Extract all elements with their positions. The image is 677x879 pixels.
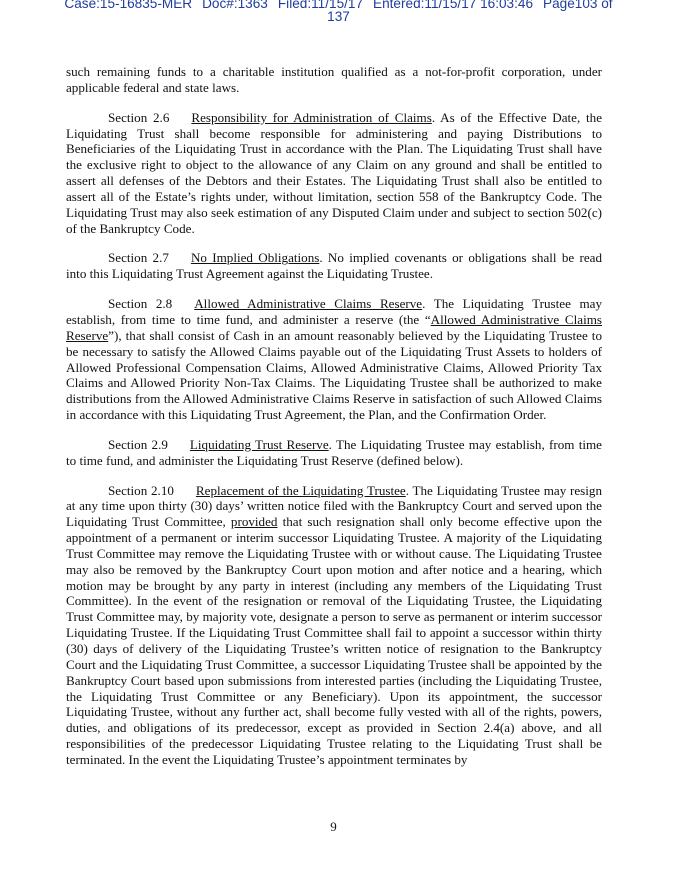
section-text: . The Liquidating Trustee may resign at any time upon thirty (30) days’ written notice filed with the Bankruptcy Court and served upon the Liquidating Trust Committee,: [66, 482, 602, 530]
section-2-6: [66, 110, 602, 237]
section-title: No Implied Obligations: [190, 250, 320, 266]
section-title: Replacement of the Liquidating Trustee: [195, 482, 406, 498]
section-title: Liquidating Trust Reserve: [189, 436, 329, 452]
section-number: Section 2.7: [108, 250, 169, 266]
page-number: 9: [330, 819, 337, 834]
section-title: Responsibility for Administration of Claims: [191, 109, 432, 125]
section-2-7: [66, 250, 602, 282]
section-number: Section 2.6: [108, 109, 170, 125]
document-body: [66, 64, 602, 782]
section-text: . The Liquidating Trustee may establish, from time to time fund, and administer a reserve (the “: [66, 296, 602, 327]
document-number: Doc#:1363: [202, 0, 268, 11]
section-text-cont: that such resignation shall only become effective upon the appointment of a permanent or interim successor Liquidating Trustee. A majority of the Liquidating Trust Committee may remove the Liquidating Trustee with or without cause. The Liquidating Trustee may also be removed by the Bankruptcy Court upon motion and after notice and a hearing, which motion may be brought by any party in interest (including any members of the Liquidating Trust Committee). In the event of the resignation or removal of the Liquidating Trustee, the Liquidating Trust Committee may, by majority vote, designate a person to serve as permanent or interim successor Liquidating Trustee. If the Liquidating Trust Committee shall fail to appoint a successor within thirty (30) days of delivery of the Liquidating Trustee’s written notice of resignation to the Bankruptcy Court and the Liquidating Trust Committee, a successor Liquidating Trustee shall be appointed by the Bankruptcy Court based upon submissions from interested parties (including the Liquidating Trustee, the Liquidating Trust Committee or any Beneficiary). Upon its appointment, the successor Liquidating Trustee, without any further act, shall become fully vested with all of the rights, powers, duties, and obligations of its predecessor, except as provided in Section 2.4(a) above, and all responsibilities of the predecessor Liquidating Trustee relating to the Liquidating Trust shall be terminated. In the event the Liquidating Trustee’s appointment terminates by: [66, 514, 602, 767]
case-number: Case:15-16835-MER: [64, 0, 193, 11]
defined-term: Allowed Administrative Claims Reserve: [66, 311, 602, 343]
section-2-9: [66, 437, 602, 469]
entered-date: Entered:11/15/17 16:03:46: [373, 0, 534, 11]
page-of: Page103 of: [543, 0, 613, 11]
page-total: 137: [327, 9, 350, 24]
filed-date: Filed:11/15/17: [277, 0, 364, 11]
section-text-cont: ”), that shall consist of Cash in an amount reasonably believed by the Liquidating Trustee to be necessary to satisfy the Allowed Claims payable out of the Liquidating Trust Assets to holders of Allowed Professional Compensation Claims, Allowed Administrative Claims, Allowed Priority Tax Claims and Allowed Priority Non-Tax Claims. The Liquidating Trustee shall be authorized to make distributions from the Allowed Administrative Claims Reserve in satisfaction of such Allowed Claims in accordance with this Liquidating Trust Agreement, the Plan, and the Confirmation Order.: [66, 327, 602, 423]
section-text: . As of the Effective Date, the Liquidating Trust shall become responsible for administering and paying Distributions to Beneficiaries of the Liquidating Trust in accordance with the Plan. The Liquidating Trust shall have the exclusive right to object to the allowance of any Claim on any ground and shall be entitled to assert all defenses of the Debtors and their Estates. The Liquidating Trust shall also be entitled to assert all of the Estate’s rights under, without limitation, section 558 of the Bankruptcy Code. The Liquidating Trust may also seek estimation of any Disputed Claim under and subject to section 502(c) of the Bankruptcy Code.: [66, 109, 603, 236]
court-filing-header: [0, 0, 677, 23]
provided-term: provided: [230, 514, 278, 530]
section-number: Section 2.8: [108, 296, 173, 312]
section-2-10: [66, 483, 602, 768]
section-number: Section 2.9: [108, 436, 168, 452]
section-title: Allowed Administrative Claims Reserve: [194, 296, 423, 312]
section-2-8: [66, 296, 602, 423]
intro-paragraph: such remaining funds to a charitable institution qualified as a not-for-profit corporation, under applicable federal and state laws.: [66, 64, 602, 95]
section-text: . The Liquidating Trustee may establish, from time to time fund, and administer the Liquidating Trust Reserve (defined below).: [66, 436, 602, 468]
section-number: Section 2.10: [108, 482, 174, 498]
section-text: . No implied covenants or obligations shall be read into this Liquidating Trust Agreement against the Liquidating Trustee.: [66, 250, 602, 282]
